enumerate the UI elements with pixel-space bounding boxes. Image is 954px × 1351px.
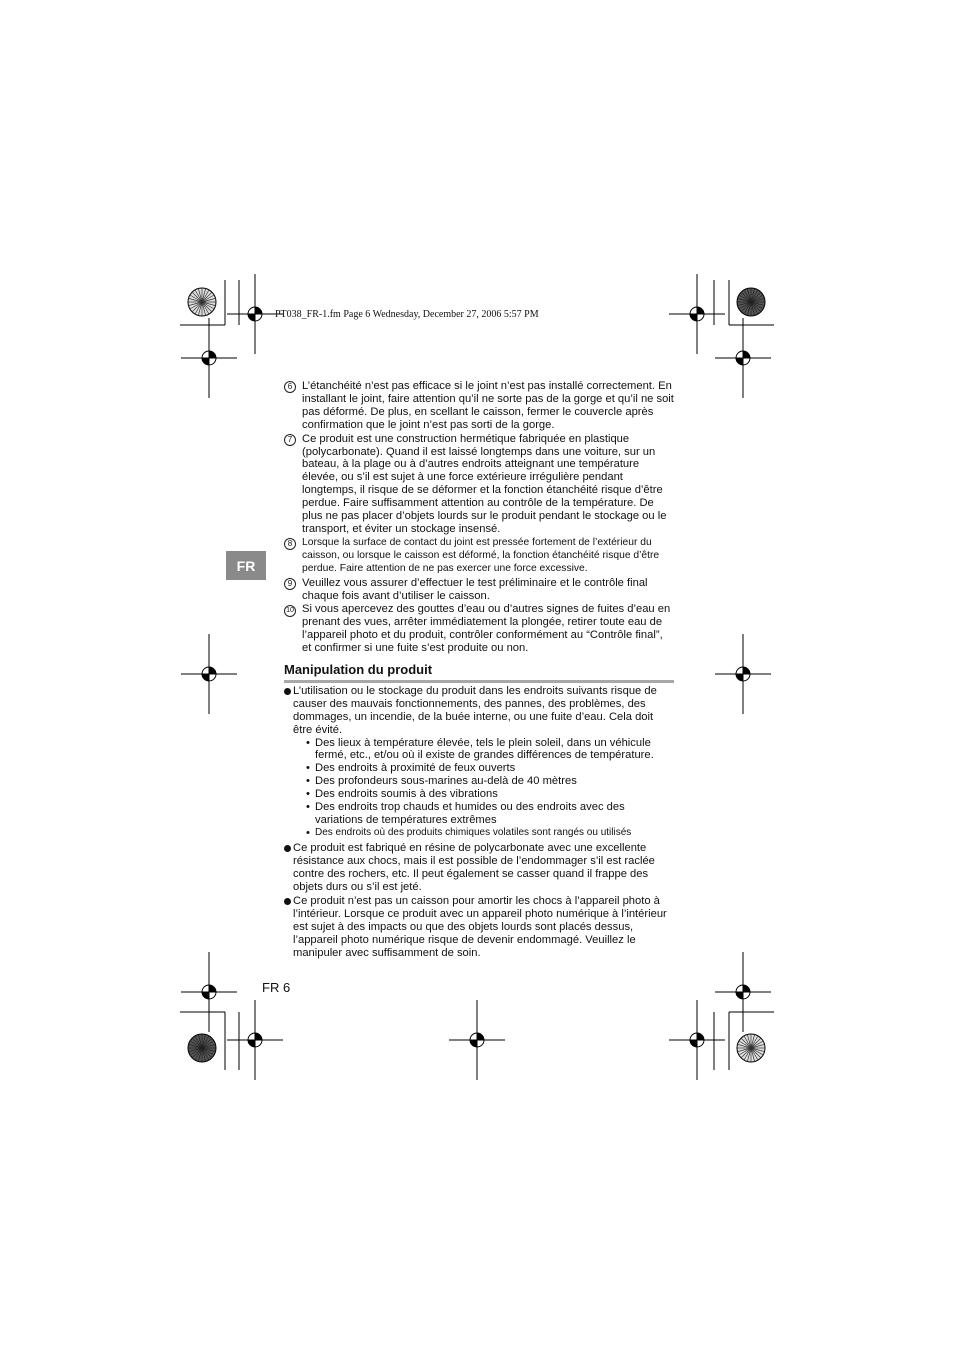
registration-starburst-icon xyxy=(188,288,216,316)
section-title: Manipulation du produit xyxy=(284,664,674,683)
numbered-item-7 xyxy=(284,433,674,536)
circled-number: 8 xyxy=(284,538,296,550)
print-header-file-info: PT038_FR-1.fm Page 6 Wednesday, December 27, 2006 5:57 PM xyxy=(275,309,539,320)
sub-list-item xyxy=(284,827,674,840)
sub-bullet: • xyxy=(306,762,310,775)
sub-bullet: • xyxy=(306,826,310,839)
bullet-dot xyxy=(284,688,291,695)
page-number: FR 6 xyxy=(262,980,291,995)
bullet-text: Ce produit n’est pas un caisson pour amortir les chocs à l’appareil photo à l’intérieur. Lorsque ce produit avec un appareil photo numérique à l’intérieur est sujet à des impacts ou que des objets lourds sont placés dessus, l’appareil photo numérique risque de devenir endommagé. Veuillez le manipuler avec suffisamment de soin. xyxy=(293,895,667,960)
registration-crosshair-icon xyxy=(227,1000,283,1080)
registration-crosshair-icon xyxy=(181,318,237,398)
item-text: L’étanchéité n’est pas efficace si le joint n’est pas installé correctement. En installant le joint, faire attention qu’il ne sorte pas de la gorge et qu’il ne soit pas déformé. De plus, en scellant le caisson, fermer le couvercle après confirmation que le joint n’est pas sorti de la gorge. xyxy=(302,380,674,431)
bullet-dot xyxy=(284,845,291,852)
registration-crosshair-icon xyxy=(715,952,771,1032)
sub-list-item xyxy=(284,801,674,827)
numbered-item-6 xyxy=(284,380,674,432)
circled-number: 6 xyxy=(284,381,296,393)
registration-crosshair-icon xyxy=(669,1000,725,1080)
bullet-item xyxy=(284,685,674,737)
sub-list-item xyxy=(284,788,674,801)
registration-crosshair-icon xyxy=(669,274,725,354)
item-text: Lorsque la surface de contact du joint est pressée fortement de l’extérieur du caisson, ou lorsque le caisson est déformé, la fonction étanchéité risque d’être perdue. Faire attention de ne pas exercer une force excessive. xyxy=(302,536,660,574)
sub-bullet: • xyxy=(306,788,310,801)
sub-bullet: • xyxy=(306,801,310,814)
page-content xyxy=(284,380,674,960)
bullet-text: L’utilisation ou le stockage du produit dans les endroits suivants risque de causer des mauvais fonctionnements, des pannes, des problèmes, des dommages, un incendie, de la buée interne, ou une fuite d’eau. Cela doit être évité. xyxy=(293,684,657,736)
numbered-item-9 xyxy=(284,577,674,603)
registration-crosshair-icon xyxy=(715,634,771,714)
sub-item-text: Des endroits où des produits chimiques volatiles sont rangés ou utilisés xyxy=(315,826,632,838)
sub-item-text: Des endroits trop chauds et humides ou des endroits avec des variations de températures extrêmes xyxy=(315,801,625,826)
bullet-item xyxy=(284,895,674,960)
language-tab: FR xyxy=(226,551,266,580)
circled-number: 7 xyxy=(284,434,296,446)
sub-list-item xyxy=(284,762,674,775)
numbered-item-8 xyxy=(284,537,674,576)
circled-number: 10 xyxy=(284,605,296,617)
registration-crosshair-icon xyxy=(181,952,237,1032)
registration-starburst-icon xyxy=(737,1034,765,1062)
registration-starburst-icon xyxy=(737,288,765,316)
bullet-dot xyxy=(284,898,291,905)
bullet-text: Ce produit est fabriqué en résine de polycarbonate avec une excellente résistance aux chocs, mais il est possible de l’endommager s’il est raclée contre des rochers, etc. Il peut également se casser quand il frappe des objets durs ou s’il est jeté. xyxy=(293,841,655,893)
sub-item-text: Des profondeurs sous-marines au-delà de 40 mètres xyxy=(315,775,577,788)
sub-item-text: Des lieux à température élevée, tels le plein soleil, dans un véhicule fermé, etc., et/ou où il existe de grandes différences de température. xyxy=(315,736,654,762)
sub-list-item xyxy=(284,775,674,788)
sub-item-text: Des endroits soumis à des vibrations xyxy=(315,788,498,801)
registration-starburst-icon xyxy=(188,1034,216,1062)
item-text: Ce produit est une construction hermétique fabriquée en plastique (polycarbonate). Quand il est laissé longtemps dans une voiture, sur un bateau, à la plage ou à d’autres endroits atteignant une température élevée, ou s’il est sujet à une force extérieure irrégulière pendant longtemps, il risque de se déformer et la fonction étanchéité risque d’être perdue. Faire suffisamment attention au contrôle de la température. De plus ne pas placer d’objets lourds sur le produit pendant le stockage ou le transport, et éviter un stockage insensé. xyxy=(302,432,667,535)
sub-item-text: Des endroits à proximité de feux ouverts xyxy=(315,762,516,775)
registration-crosshair-icon xyxy=(715,318,771,398)
numbered-item-10 xyxy=(284,603,674,655)
sub-bullet: • xyxy=(306,736,310,749)
item-text: Veuillez vous assurer d’effectuer le test préliminaire et le contrôle final chaque fois avant d’utiliser le caisson. xyxy=(302,576,648,602)
registration-crosshair-icon xyxy=(449,1000,505,1080)
sub-list-item xyxy=(284,737,674,763)
bullet-item xyxy=(284,842,674,894)
registration-crosshair-icon xyxy=(181,634,237,714)
sub-bullet: • xyxy=(306,775,310,788)
item-text: Si vous apercevez des gouttes d’eau ou d’autres signes de fuites d’eau en prenant des vues, arrêter immédiatement la plongée, retirer toute eau de l’appareil photo et du produit, contrôler conformément au “Contrôle final”, et confirmer si une fuite s’est produite ou non. xyxy=(302,603,671,655)
circled-number: 9 xyxy=(284,578,296,590)
